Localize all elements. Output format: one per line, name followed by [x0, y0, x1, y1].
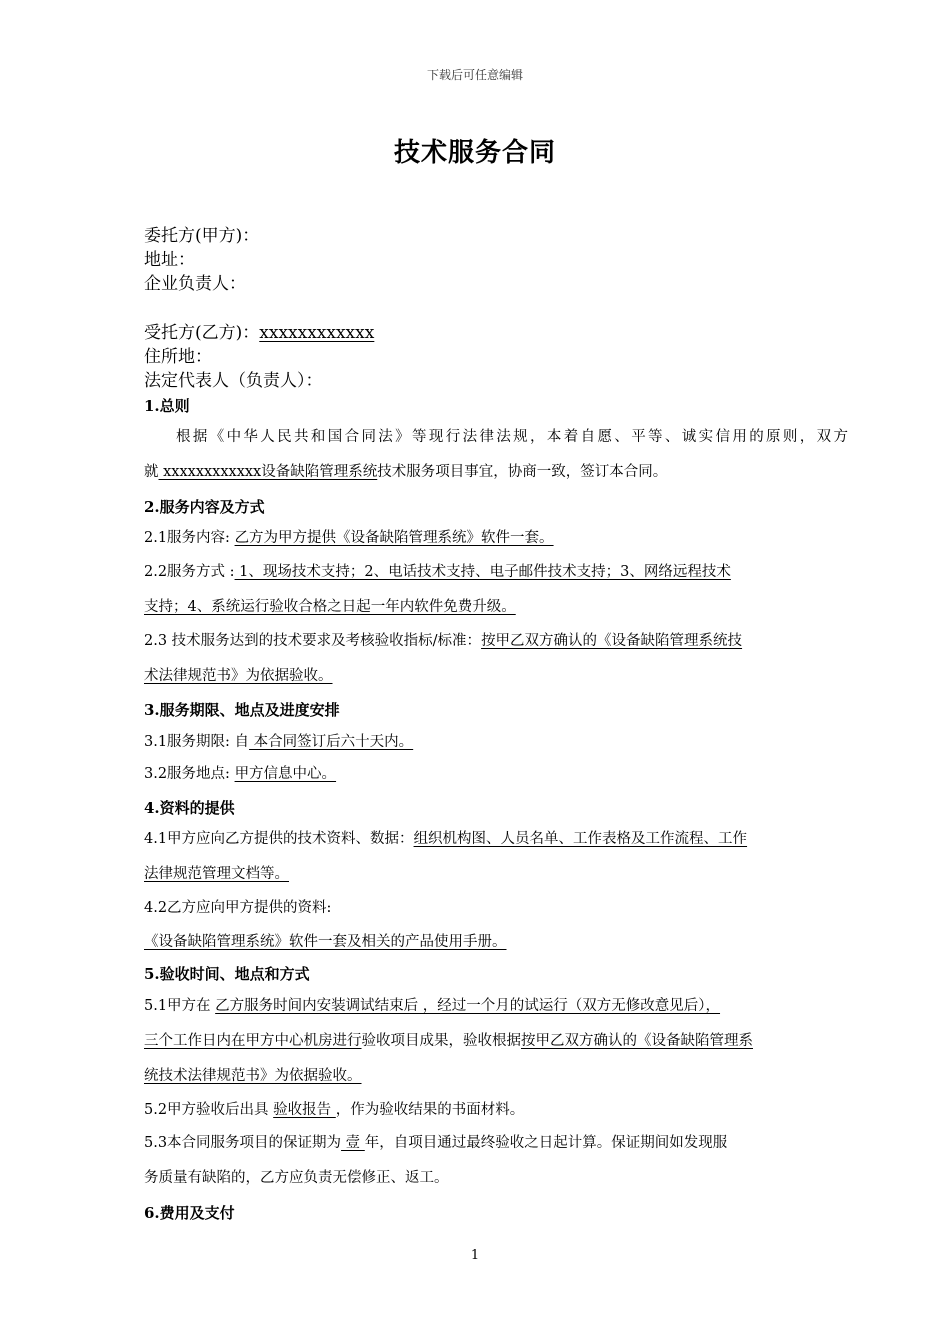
- s2-item-1-value: 乙方为甲方提供《设备缺陷管理系统》软件一套。: [234, 530, 554, 546]
- s3-item-1-value: 本合同签订后六十天内。: [249, 734, 414, 750]
- party-b-client-label: 受托方(乙方)：: [144, 323, 260, 343]
- s3-item-2-value: 甲方信息中心。: [234, 766, 337, 782]
- s5-item-1-label: 5.1甲方在: [144, 998, 216, 1014]
- party-b-residence: 住所地：: [144, 347, 212, 367]
- s2-item-2-label: 2.2服务方式 :: [144, 564, 235, 580]
- party-b-rep: 法定代表人（负责人）：: [144, 371, 323, 391]
- s5-item-3: [144, 1133, 848, 1153]
- party-a-address: 地址：: [144, 250, 195, 270]
- section-6-heading: 6.费用及支付: [144, 1204, 235, 1222]
- s4-item-2: 4.2乙方应向甲方提供的资料:: [144, 900, 332, 916]
- s1-para-line-1: 根据《中华人民共和国合同法》等现行法律法规，本着自愿、平等、诚实信用的原则，双方: [176, 429, 848, 445]
- s2-item-3-label: 2.3 技术服务达到的技术要求及考核验收指标/标准：: [144, 633, 482, 649]
- s4-item-1-cont: [144, 864, 848, 884]
- party-a-owner: 企业负责人：: [144, 274, 246, 294]
- s2-item-2-cont: [144, 597, 848, 617]
- s4-item-1-value: 组织机构图、人员名单、工作表格及工作流程、工作: [413, 831, 748, 847]
- s5-item-3-years: 壹: [341, 1135, 365, 1151]
- s5-item-1-cont2: [144, 1066, 848, 1086]
- s1-project-name: xxxxxxxxxxxx设备缺陷管理系统: [158, 464, 378, 480]
- s2-item-2-value-cont: 支持；4、系统运行验收合格之日起一年内软件免费升级。: [144, 599, 516, 615]
- s2-item-3-value: 按甲乙双方确认的《设备缺陷管理系统技: [481, 633, 743, 649]
- section-5-heading: 5.验收时间、地点和方式: [144, 965, 310, 983]
- s2-item-3: [144, 631, 848, 651]
- document-title: 技术服务合同: [393, 138, 556, 168]
- header-note: 下载后可任意编辑: [426, 68, 523, 82]
- s2-item-3-value-cont: 术法律规范书》为依据验收。: [144, 668, 333, 684]
- s5-item-2: [144, 1100, 848, 1120]
- s2-item-2: [144, 562, 848, 582]
- s5-item-3-end: 年，自项目通过最终验收之日起计算。保证期间如发现服: [364, 1135, 728, 1151]
- section-1-heading: 1.总则: [144, 397, 190, 415]
- s3-item-1-label: 3.1服务期限: 自: [144, 734, 250, 750]
- s2-item-1: [144, 528, 848, 548]
- s5-item-2-label: 5.2甲方验收后出具: [144, 1102, 274, 1118]
- s5-item-1-basis-cont: 统技术法律规范书》为依据验收。: [144, 1068, 362, 1084]
- s5-item-1-cont: [144, 1031, 848, 1051]
- s5-item-1-basis: 按甲乙双方确认的《设备缺陷管理系: [521, 1033, 753, 1049]
- s1-text: 就: [144, 464, 159, 480]
- party-b-client-value: xxxxxxxxxxxx: [259, 323, 375, 343]
- s2-item-2-value: 1、现场技术支持；2、电话技术支持、电子邮件技术支持；3、网络远程技术: [234, 564, 731, 580]
- s2-item-3-cont: [144, 666, 848, 686]
- section-2-heading: 2.服务内容及方式: [144, 498, 265, 516]
- s4-item-2-cont: [144, 932, 848, 952]
- s4-item-2-value: 《设备缺陷管理系统》软件一套及相关的产品使用手册。: [144, 934, 507, 950]
- s5-item-1: [144, 996, 848, 1016]
- s5-item-2-value: 验收报告: [273, 1102, 336, 1118]
- s5-item-3-label: 5.3本合同服务项目的保证期为: [144, 1135, 342, 1151]
- page-number: 1: [470, 1248, 480, 1263]
- s4-item-1: [144, 829, 848, 849]
- s1-text-end: 技术服务项目事宜，协商一致，签订本合同。: [377, 464, 668, 480]
- s5-item-2-end: ，作为验收结果的书面材料。: [335, 1102, 525, 1118]
- s1-para-line-2: [144, 462, 848, 482]
- s5-item-1-place: 三个工作日内在甲方中心机房进行: [144, 1033, 362, 1049]
- section-4-heading: 4.资料的提供: [144, 799, 235, 817]
- s5-item-1-mid: 验收项目成果，验收根据: [361, 1033, 521, 1049]
- section-3-heading: 3.服务期限、地点及进度安排: [144, 701, 340, 719]
- s5-item-1-value: 乙方服务时间内安装调试结束后 ，经过一个月的试运行（双方无修改意见后），: [215, 998, 721, 1014]
- party-a-client: 委托方(甲方)：: [144, 226, 260, 246]
- s4-item-1-label: 4.1甲方应向乙方提供的技术资料、数据：: [144, 831, 414, 847]
- s5-item-3-cont: 务质量有缺陷的，乙方应负责无偿修正、返工。: [144, 1170, 449, 1186]
- s2-item-1-label: 2.1服务内容:: [144, 530, 235, 546]
- s3-item-2: [144, 764, 848, 784]
- party-b-client: [144, 321, 374, 345]
- s3-item-1: [144, 732, 848, 752]
- s4-item-1-value-cont: 法律规范管理文档等。: [144, 866, 289, 882]
- s3-item-2-label: 3.2服务地点:: [144, 766, 235, 782]
